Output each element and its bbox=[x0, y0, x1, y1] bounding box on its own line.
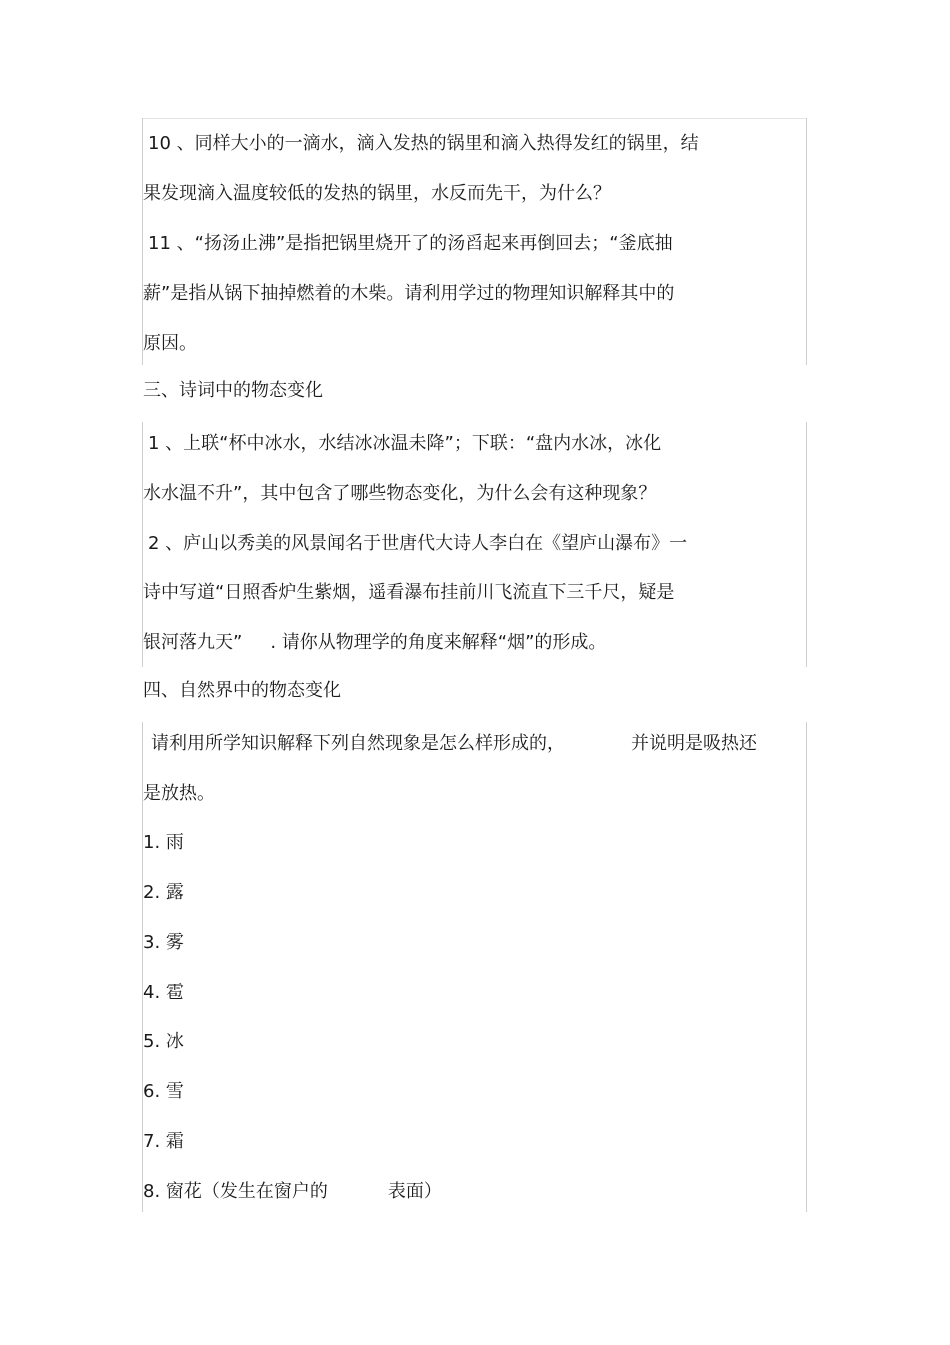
s4-intro-b: 并说明是吸热还 bbox=[631, 733, 757, 754]
section3-heading: 三、诗词中的物态变化 bbox=[143, 380, 323, 401]
left-border-1 bbox=[142, 118, 143, 365]
s3-q2-line-1: 2 、庐山以秀美的风景闻名于世唐代大诗人李白在《望庐山瀑布》一 bbox=[148, 533, 688, 554]
right-border-1 bbox=[806, 118, 807, 365]
q11-line-3: 原因。 bbox=[143, 333, 197, 354]
s3-q1-line-2: 水水温不升”，其中包含了哪些物态变化，为什么会有这种现象？ bbox=[143, 483, 657, 504]
right-border-2 bbox=[806, 422, 807, 667]
q11-line-1: 11 、“扬汤止沸”是指把锅里烧开了的汤舀起来再倒回去；“釜底抽 bbox=[148, 233, 673, 254]
q10-line-1: 10 、同样大小的一滴水，滴入发热的锅里和滴入热得发红的锅里，结 bbox=[148, 133, 699, 154]
right-border-3 bbox=[806, 722, 807, 1212]
list-item-hail: 4. 雹 bbox=[143, 982, 184, 1003]
q11-line-2: 薪”是指从锅下抽掉燃着的木柴。请利用学过的物理知识解释其中的 bbox=[143, 283, 675, 304]
item8-b: 表面） bbox=[387, 1181, 442, 1202]
s3-q2-line-3 bbox=[143, 631, 606, 655]
top-border bbox=[143, 118, 807, 119]
s4-intro-line-1 bbox=[151, 732, 757, 756]
s3-q2-line-3a: 银河落九天” bbox=[143, 632, 243, 653]
s3-q1-line-1: 1 、上联“杯中冰水，水结冰冰温未降”；下联：“盘内水冰，冰化 bbox=[148, 433, 662, 454]
list-item-rain: 1. 雨 bbox=[143, 832, 184, 853]
list-item-frost: 7. 霜 bbox=[143, 1131, 184, 1152]
item8-a: 8. 窗花（发生在窗户的 bbox=[143, 1181, 328, 1202]
list-item-ice: 5. 冰 bbox=[143, 1031, 184, 1052]
list-item-snow: 6. 雪 bbox=[143, 1081, 184, 1102]
list-item-window-frost bbox=[143, 1180, 442, 1204]
s4-intro-a: 请利用所学知识解释下列自然现象是怎么样形成的， bbox=[151, 733, 565, 754]
q10-line-2: 果发现滴入温度较低的发热的锅里，水反而先干，为什么？ bbox=[143, 183, 611, 204]
list-item-dew: 2. 露 bbox=[143, 882, 184, 903]
list-item-fog: 3. 雾 bbox=[143, 932, 184, 953]
s3-q2-line-2: 诗中写道“日照香炉生紫烟，遥看瀑布挂前川飞流直下三千尺，疑是 bbox=[143, 582, 675, 603]
s4-intro-line-2: 是放热。 bbox=[143, 783, 215, 804]
s3-q2-line-3b: . 请你从物理学的角度来解释“烟”的形成。 bbox=[270, 632, 607, 653]
section4-heading: 四、自然界中的物态变化 bbox=[143, 680, 341, 701]
